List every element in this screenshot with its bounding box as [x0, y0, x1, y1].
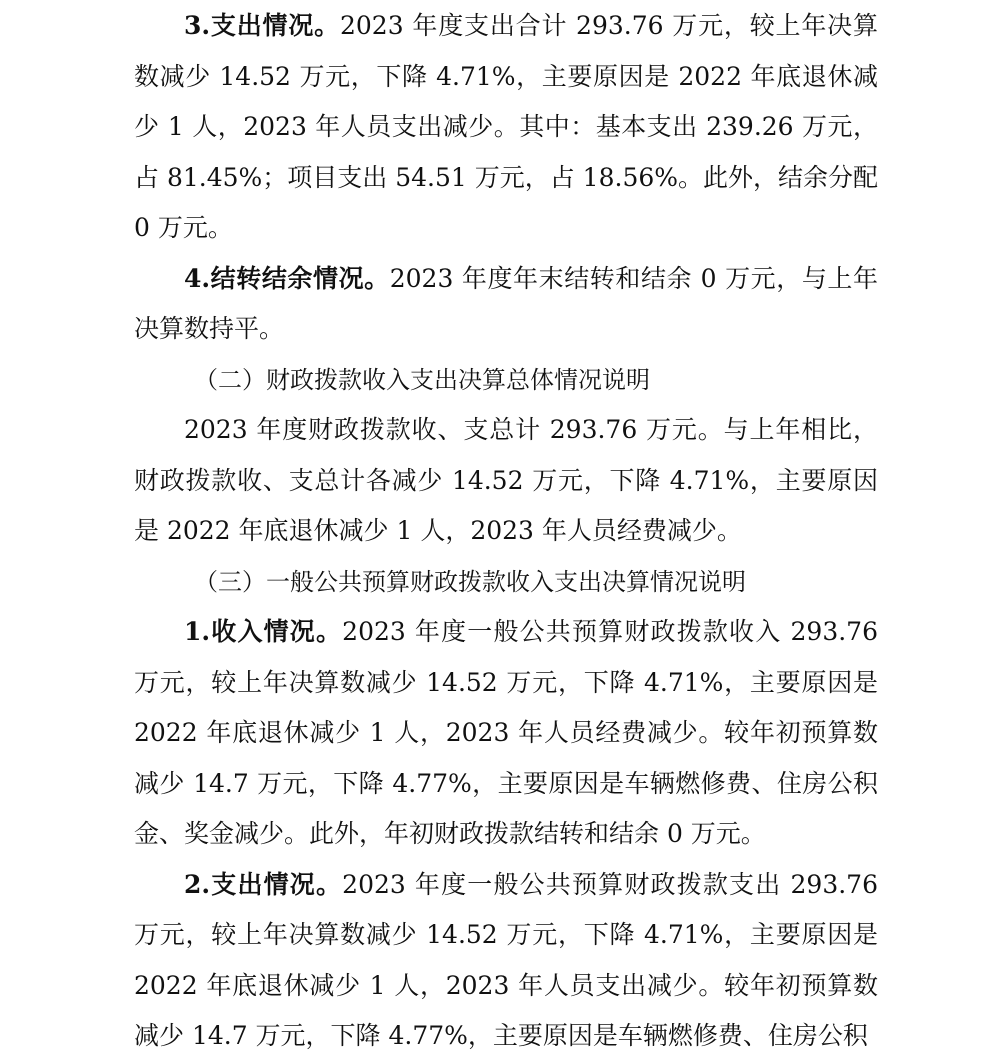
paragraph-lead: 3.支出情况。: [184, 11, 340, 40]
paragraph-text: 2023 年度支出合计 293.76 万元，较上年决算数减少 14.52 万元，下降 4.71%，主要原因是 2022 年底退休减少 1 人，2023 年人员支出减少。其中：基本支出 239.26 万元，占 81.45%；项目支出 54.51 万元，占 18.56%。此外，结余分配 0 万元。: [134, 11, 879, 242]
paragraph-text: 2023 年度年末结转和结余 0 万元，与上年决算数持平。: [134, 263, 878, 343]
paragraph-text: 2023 年度一般公共预算财政拨款收入 293.76 万元，较上年决算数减少 14.52 万元，下降 4.71%，主要原因是 2022 年底退休减少 1 人，2023 年人员经费减少。较年初预算数减少 14.7 万元，下降 4.77%，主要原因是车辆燃修费、住房公积金、奖金减少。此外，年初财政拨款结转和结余 0 万元。: [134, 617, 878, 848]
paragraph-lead: 2.支出情况。: [184, 869, 343, 899]
paragraph-expense-situation: [134, 1, 878, 254]
section-heading-fiscal-overall: （二）财政拨款收入支出决算总体情况说明: [194, 365, 650, 394]
paragraph-general-expense-situation: [134, 860, 878, 1060]
paragraph-lead: 1.收入情况。: [184, 617, 343, 646]
paragraph-carryover-situation: [134, 254, 878, 355]
document-body: [134, 1, 878, 1060]
paragraph-text: 2023 年度一般公共预算财政拨款支出 293.76 万元，较上年决算数减少 14.52 万元，下降 4.71%，主要原因是 2022 年底退休减少 1 人，2023 年人员支出减少。较年初预算数减少 14.7 万元，下降 4.77%，主要原因是车辆燃修费、住房公积: [134, 869, 878, 1050]
paragraph-lead: 4.结转结余情况。: [184, 263, 390, 293]
section-heading-general-budget: （三）一般公共预算财政拨款收入支出决算情况说明: [194, 567, 746, 596]
paragraph-fiscal-overall: 2023 年度财政拨款收、支总计 293.76 万元。与上年相比，财政拨款收、支总计各减少 14.52 万元，下降 4.71%，主要原因是 2022 年底退休减少 1 人，2023 年人员经费减少。: [134, 415, 878, 545]
paragraph-income-situation: [134, 607, 878, 860]
